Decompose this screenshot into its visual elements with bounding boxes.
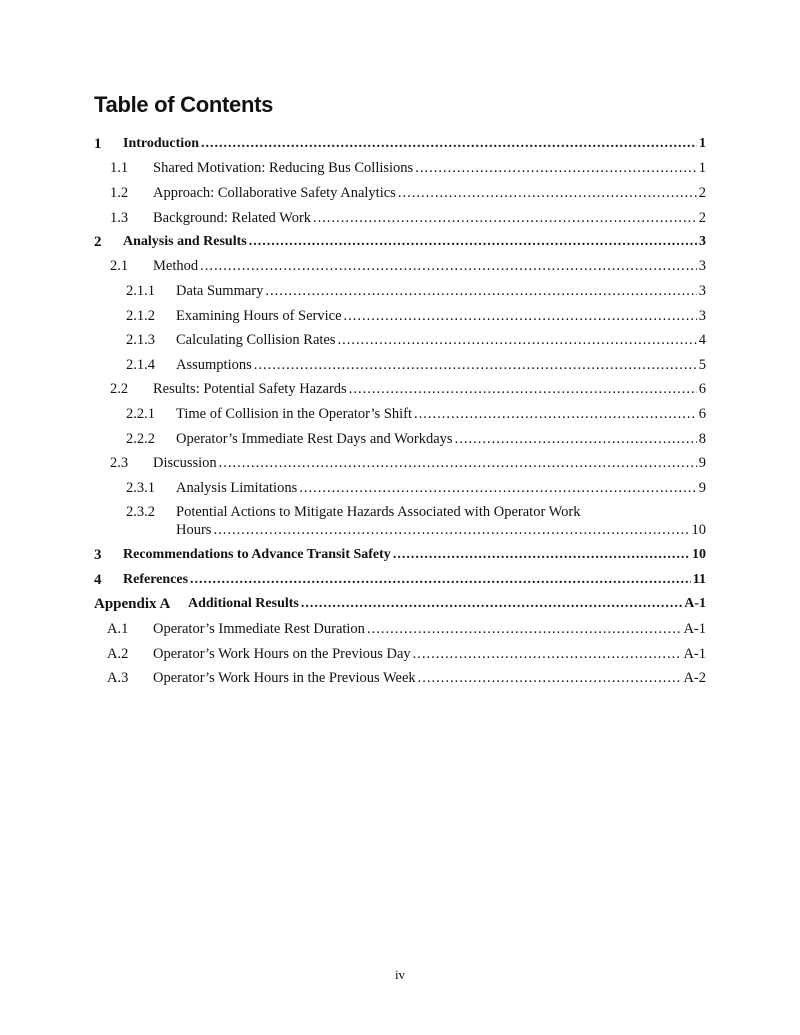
dot-leader bbox=[455, 428, 697, 450]
toc-entry-label: Assumptions bbox=[176, 357, 252, 373]
toc-entry-label: Potential Actions to Mitigate Hazards Associated with Operator Work bbox=[176, 504, 581, 520]
dot-leader bbox=[393, 544, 690, 566]
toc-entry-label: Analysis and Results bbox=[123, 234, 247, 249]
toc-entry-page: 9 bbox=[698, 480, 706, 496]
toc-entry[interactable] bbox=[0, 501, 800, 541]
toc-entry-number: 2.2.2 bbox=[126, 431, 155, 447]
toc-entry-label: Time of Collision in the Operator’s Shift bbox=[176, 406, 413, 422]
dot-leader bbox=[413, 643, 682, 665]
dot-leader bbox=[349, 378, 697, 400]
toc-entry-page: 5 bbox=[698, 357, 706, 373]
toc-entry-label: Method bbox=[153, 258, 199, 274]
toc-entry[interactable] bbox=[0, 354, 800, 376]
toc-entry-page: 2 bbox=[698, 185, 706, 201]
page-number-footer: iv bbox=[394, 967, 406, 982]
toc-entry-number: 2.1.1 bbox=[126, 283, 155, 299]
dot-leader bbox=[190, 569, 691, 591]
toc-entry-page: 10 bbox=[692, 547, 706, 562]
toc-entry-number: Appendix A bbox=[94, 596, 171, 612]
toc-entry-number: 2.2.1 bbox=[126, 406, 155, 422]
toc-entry-label-continued: Hours bbox=[176, 522, 212, 538]
toc-entry-label: Results: Potential Safety Hazards bbox=[153, 381, 347, 397]
toc-entry-number: A.1 bbox=[107, 621, 129, 637]
toc-entry-page: 4 bbox=[698, 332, 706, 348]
toc-entry-number: 2.1.3 bbox=[126, 332, 155, 348]
dot-leader bbox=[418, 667, 682, 689]
toc-entry-page: A-1 bbox=[683, 621, 706, 637]
toc-entry[interactable] bbox=[0, 618, 800, 640]
toc-entry[interactable] bbox=[0, 428, 800, 450]
toc-entry-label: Discussion bbox=[153, 455, 217, 471]
dot-leader bbox=[265, 280, 696, 302]
dot-leader bbox=[338, 329, 697, 351]
toc-entry[interactable] bbox=[0, 305, 800, 327]
toc-entry-page: 3 bbox=[699, 234, 706, 249]
toc-entry[interactable] bbox=[0, 667, 800, 689]
toc-entry[interactable] bbox=[0, 569, 800, 591]
toc-entry-label: Approach: Collaborative Safety Analytics bbox=[153, 185, 396, 201]
toc-entry-page: 6 bbox=[698, 381, 706, 397]
toc-entry-label: Introduction bbox=[123, 136, 199, 151]
toc-entry-number: 1.2 bbox=[110, 185, 129, 201]
toc-entry-page: A-1 bbox=[683, 646, 706, 662]
toc-entry[interactable] bbox=[0, 477, 800, 499]
toc-entry[interactable] bbox=[0, 280, 800, 302]
toc-entry[interactable] bbox=[0, 207, 800, 229]
dot-leader bbox=[219, 452, 697, 474]
dot-leader bbox=[367, 618, 682, 640]
toc-entry[interactable] bbox=[0, 643, 800, 665]
toc-entry-page: A-1 bbox=[684, 596, 706, 611]
toc-entry-number: 2 bbox=[94, 234, 102, 250]
toc-entry-label: Operator’s Immediate Rest Duration bbox=[153, 621, 365, 637]
toc-entry-number: 2.3.2 bbox=[126, 504, 155, 520]
toc-entry-number: 4 bbox=[94, 572, 102, 588]
toc-entry-label: Examining Hours of Service bbox=[176, 308, 342, 324]
dot-leader bbox=[299, 477, 697, 499]
toc-entry-label: Analysis Limitations bbox=[176, 480, 298, 496]
toc-entry[interactable] bbox=[0, 378, 800, 400]
toc-entry-label: Additional Results bbox=[188, 596, 299, 611]
toc-entry-label: Recommendations to Advance Transit Safety bbox=[123, 547, 391, 562]
toc-entry[interactable] bbox=[0, 544, 800, 566]
toc-entry-page: 9 bbox=[698, 455, 706, 471]
toc-entry-page: 3 bbox=[698, 308, 706, 324]
toc-entry[interactable] bbox=[0, 403, 800, 425]
toc-entry[interactable] bbox=[0, 255, 800, 277]
dot-leader bbox=[200, 255, 697, 277]
toc-entry-page: 3 bbox=[698, 283, 706, 299]
toc-entry-label: Data Summary bbox=[176, 283, 264, 299]
toc-entry-label: Shared Motivation: Reducing Bus Collisions bbox=[153, 160, 414, 176]
toc-entry-number: 2.1.2 bbox=[126, 308, 155, 324]
toc-entry-page: 6 bbox=[698, 406, 706, 422]
toc-entry-number: 1.1 bbox=[110, 160, 129, 176]
dot-leader bbox=[249, 231, 697, 253]
toc-entry-number: 3 bbox=[94, 547, 102, 563]
page-title: Table of Contents bbox=[94, 92, 274, 117]
toc-entry[interactable] bbox=[0, 593, 800, 615]
toc-entry[interactable] bbox=[0, 452, 800, 474]
toc-entry-number: A.3 bbox=[107, 670, 129, 686]
toc-entry-label: References bbox=[123, 572, 189, 587]
toc-entry-label: Operator’s Work Hours in the Previous Week bbox=[153, 670, 416, 686]
dot-leader bbox=[313, 207, 697, 229]
toc-entry-number: 1 bbox=[94, 136, 102, 152]
toc-entry-page: 2 bbox=[698, 210, 706, 226]
toc-entry[interactable] bbox=[0, 182, 800, 204]
toc-entry[interactable] bbox=[0, 231, 800, 253]
toc-entry-page: 1 bbox=[699, 136, 706, 151]
toc-entry-number: 2.3.1 bbox=[126, 480, 155, 496]
toc-entry[interactable] bbox=[0, 133, 800, 155]
dot-leader bbox=[344, 305, 697, 327]
toc-entry-page: 11 bbox=[692, 572, 706, 587]
toc-entry-label: Operator’s Immediate Rest Days and Workdays bbox=[176, 431, 453, 447]
toc-entry-number: 2.3 bbox=[110, 455, 129, 471]
toc-entry-number: 2.2 bbox=[110, 381, 129, 397]
toc-entry-label: Operator’s Work Hours on the Previous Day bbox=[153, 646, 411, 662]
dot-leader bbox=[301, 593, 682, 615]
toc-entry[interactable] bbox=[0, 329, 800, 351]
dot-leader bbox=[201, 133, 697, 155]
dot-leader bbox=[213, 519, 689, 541]
toc-entry-number: A.2 bbox=[107, 646, 129, 662]
toc-entry-number: 2.1 bbox=[110, 258, 129, 274]
toc-entry[interactable] bbox=[0, 157, 800, 179]
toc-entry-page: 8 bbox=[698, 431, 706, 447]
toc-entry-number: 1.3 bbox=[110, 210, 129, 226]
dot-leader bbox=[414, 403, 697, 425]
toc-entry-number: 2.1.4 bbox=[126, 357, 155, 373]
toc-entry-label: Background: Related Work bbox=[153, 210, 312, 226]
dot-leader bbox=[254, 354, 697, 376]
toc-entry-page: 10 bbox=[691, 522, 706, 538]
toc-entry-label: Calculating Collision Rates bbox=[176, 332, 336, 348]
toc-entry-page: A-2 bbox=[683, 670, 706, 686]
toc-entry-page: 3 bbox=[698, 258, 706, 274]
dot-leader bbox=[398, 182, 697, 204]
dot-leader bbox=[415, 157, 697, 179]
toc-entry-page: 1 bbox=[698, 160, 706, 176]
